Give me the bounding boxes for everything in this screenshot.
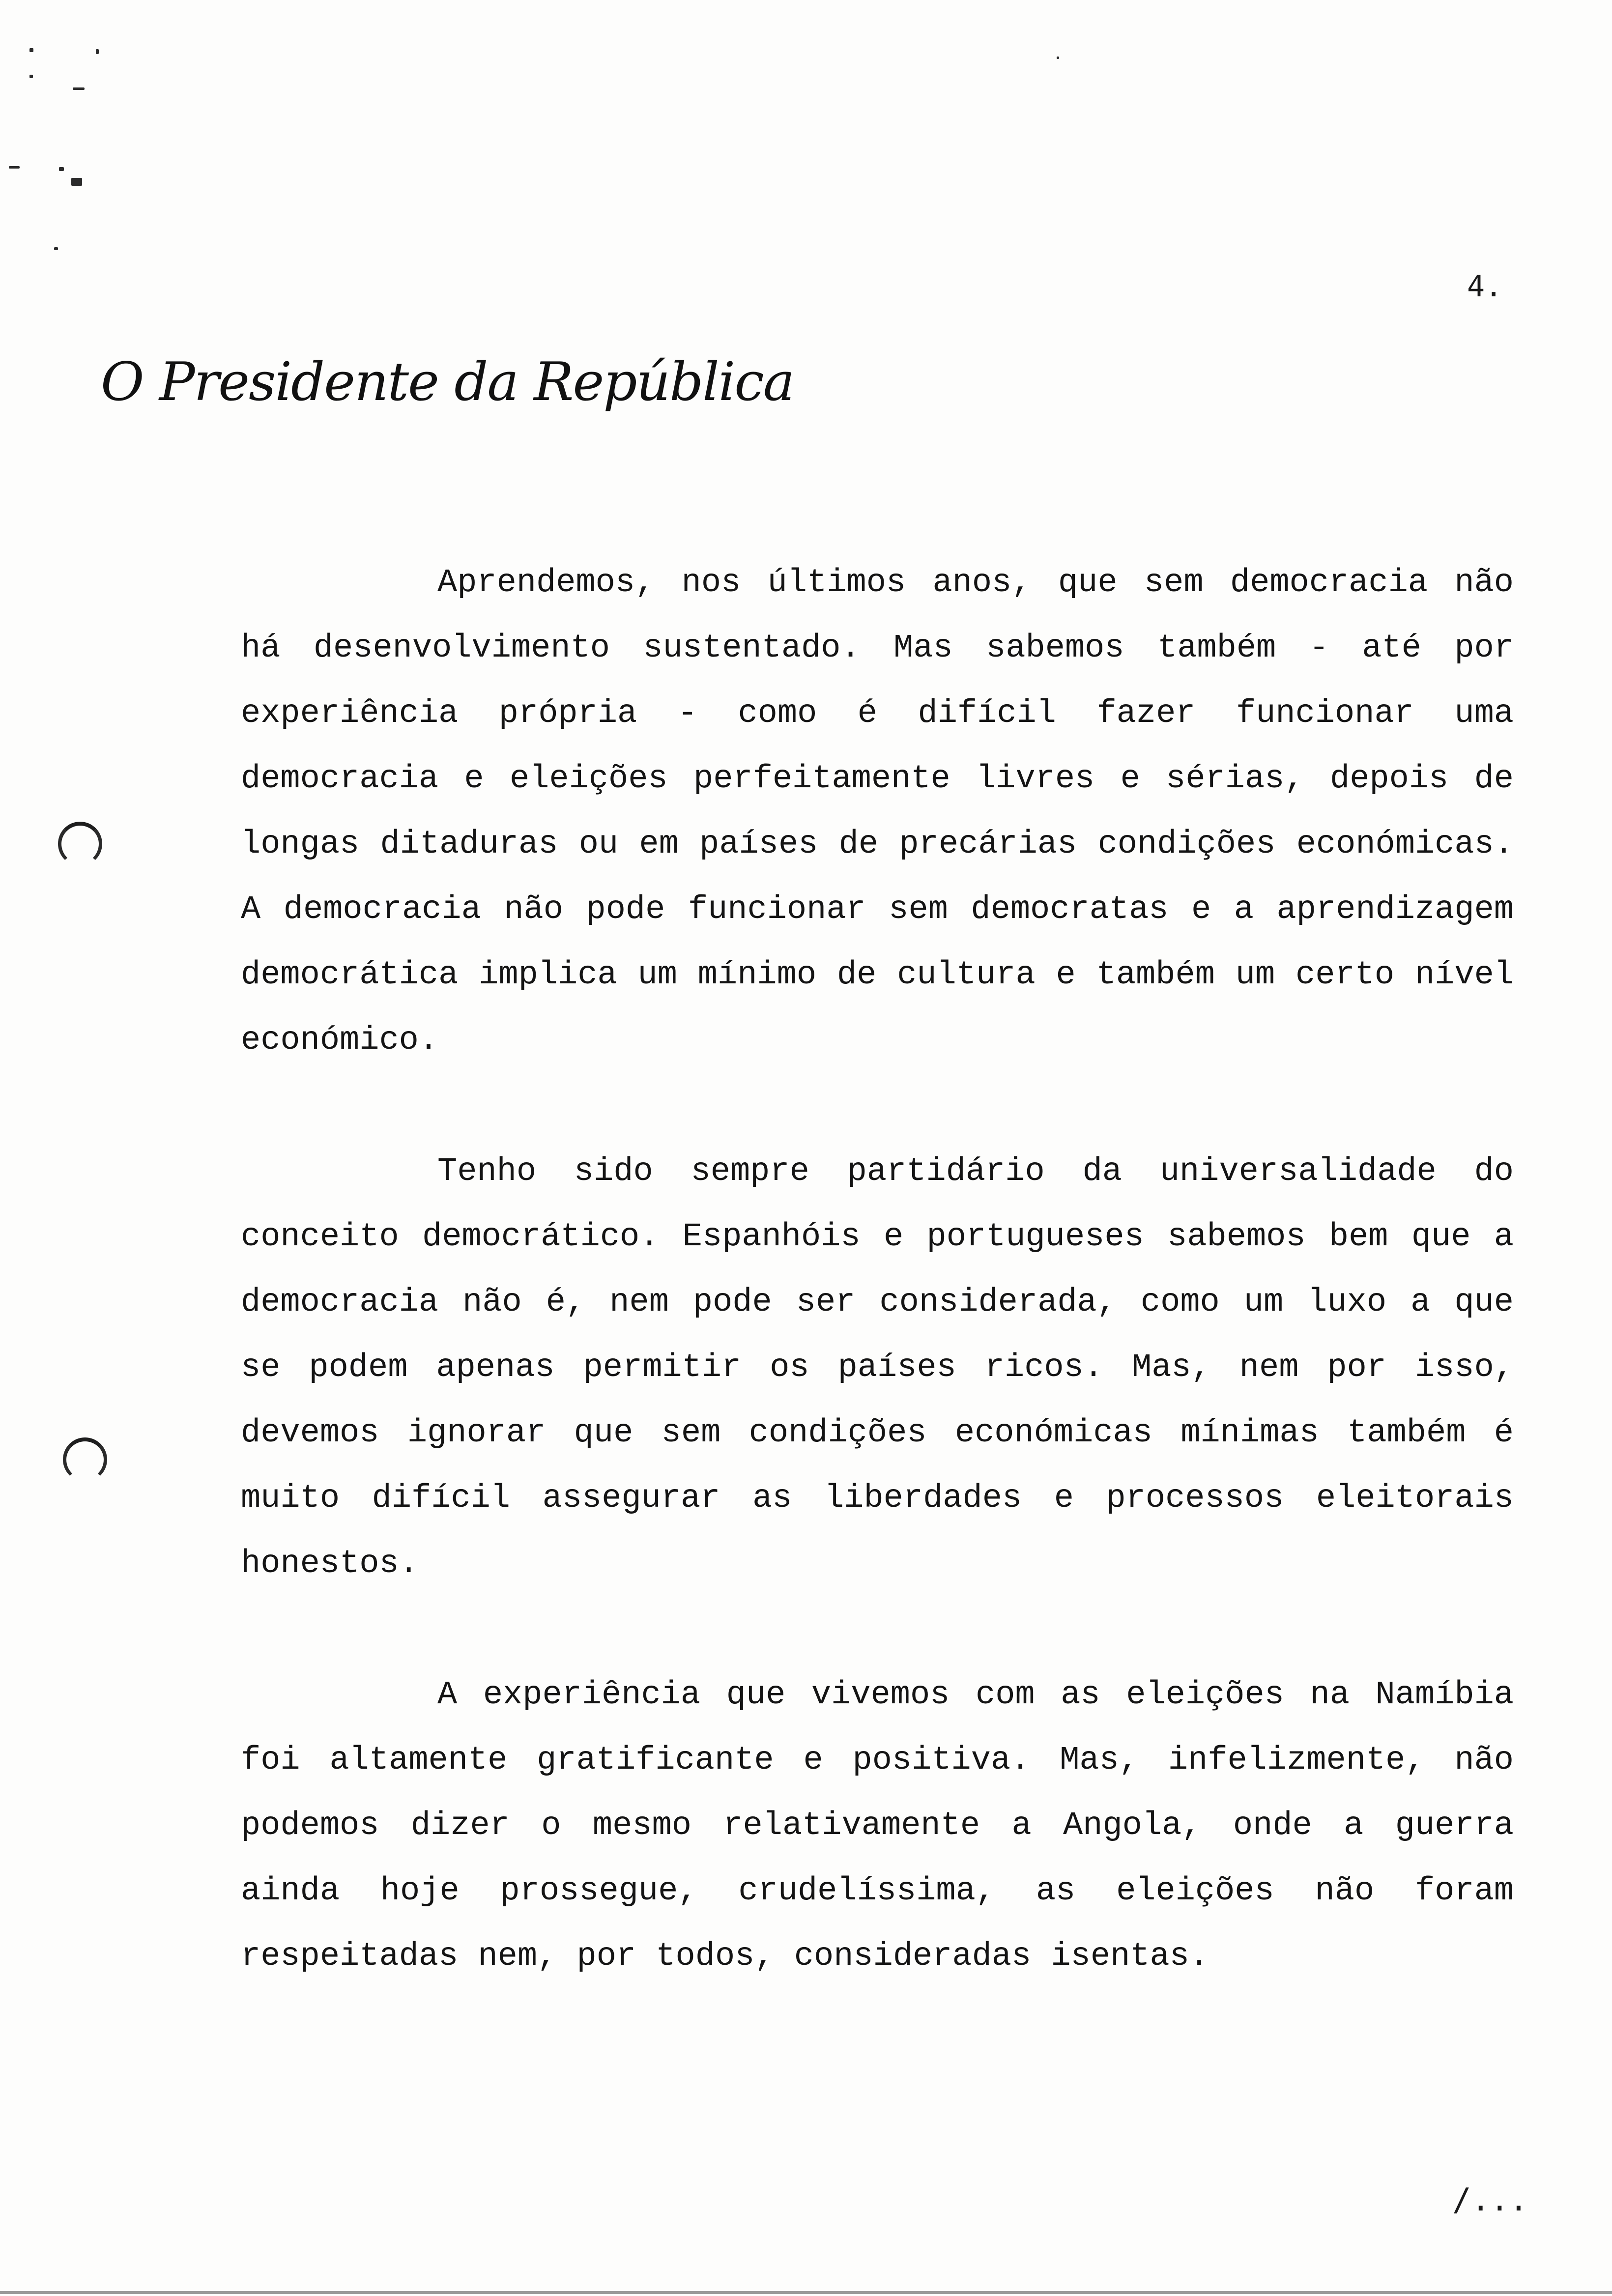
- scan-speck: [96, 49, 99, 54]
- document-body: [241, 550, 1514, 2055]
- paragraph: Aprendemos, nos últimos anos, que sem democracia não há desenvolvimento sustentado. Mas sabemos também - até por experiência própria - como é difícil fazer funcionar uma democracia e eleições perfeitamente livres e sérias, depois de longas ditaduras ou em países de precárias condições económicas. A democracia não pode funcionar sem democratas e a aprendizagem democrática implica um mínimo de cultura e também um certo nível económico.: [241, 564, 1514, 1059]
- scan-speck: [71, 178, 82, 186]
- paragraph: Tenho sido sempre partidário da universalidade do conceito democrático. Espanhóis e portugueses sabemos bem que a democracia não é, nem pode ser considerada, como um luxo a que se podem apenas permitir os países ricos. Mas, nem por isso, devemos ignorar que sem condições económicas mínimas também é muito difícil assegurar as liberdades e processos eleitorais honestos.: [241, 1153, 1514, 1582]
- paragraph: A experiência que vivemos com as eleições na Namíbia foi altamente gratificante e positiva. Mas, infelizmente, não podemos dizer o mesmo relativamente a Angola, onde a guerra ainda hoje prossegue, crudelíssima, as eleições não foram respeitadas nem, por todos, consideradas isentas.: [241, 1676, 1514, 1975]
- continuation-mark: /...: [1452, 2182, 1528, 2218]
- letterhead-title: O Presidente da República: [101, 351, 794, 413]
- punch-hole: [58, 822, 102, 866]
- scan-speck: [29, 48, 33, 52]
- scan-speck: [73, 87, 85, 90]
- page-number: 4.: [1467, 269, 1503, 304]
- page-bottom-edge: [0, 2291, 1612, 2294]
- scan-speck: [29, 75, 33, 78]
- scan-speck: [54, 247, 58, 250]
- punch-hole: [63, 1437, 107, 1482]
- scan-speck: [9, 166, 20, 169]
- scan-speck: [59, 167, 64, 171]
- scan-speck: [1057, 57, 1059, 59]
